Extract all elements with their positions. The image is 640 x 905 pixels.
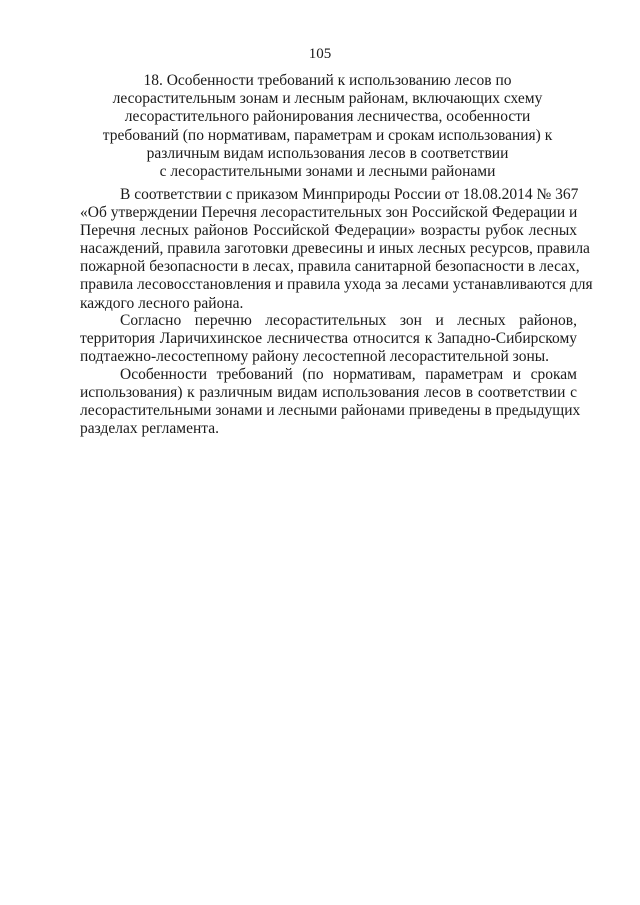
paragraph-line: использования) к различным видам использования лесов в соответствии с <box>80 384 577 402</box>
paragraph-line: каждого лесного района. <box>80 294 244 312</box>
paragraph-line: В соответствии с приказом Минприроды России от 18.08.2014 № 367 <box>120 186 579 203</box>
paragraph-line: насаждений, правила заготовки древесины и иных лесных ресурсов, правила <box>80 240 590 258</box>
paragraph-forest-zones-order <box>80 186 593 313</box>
heading-line: с лесорастительными зонами и лесными районами <box>159 163 496 181</box>
heading-line: лесорастительным зонам и лесным районам, включающих схему <box>112 90 543 108</box>
paragraph-line: территория Ларичихинское лесничества относится к Западно-Сибирскому <box>80 330 577 348</box>
heading-line: 18. Особенности требований к использованию лесов по <box>143 72 512 89</box>
section-heading <box>90 72 565 181</box>
heading-line: лесорастительного районирования лесничества, особенности <box>124 108 531 126</box>
heading-line: требований (по нормативам, параметрам и срокам использования) к <box>102 126 553 144</box>
paragraph-line: Согласно перечню лесорастительных зон и лесных районов, <box>120 312 577 329</box>
paragraph-line: Перечня лесных районов Российской Федерации» возрасты рубок лесных <box>80 222 577 240</box>
paragraph-line: подтаежно-лесостепному району лесостепной лесорастительной зоны. <box>80 348 550 366</box>
heading-line: различным видам использования лесов в соответствии <box>146 144 509 162</box>
page-number: 105 <box>308 46 332 62</box>
paragraph-forestry-district <box>80 312 577 366</box>
paragraph-line: разделах регламента. <box>80 420 219 438</box>
paragraph-line: лесорастительными зонами и лесными районами приведены в предыдущих <box>80 402 581 420</box>
paragraph-line: пожарной безопасности в лесах, правила санитарной безопасности в лесах, <box>80 258 580 276</box>
paragraph-requirements <box>80 366 581 438</box>
paragraph-line: «Об утверждении Перечня лесорастительных зон Российской Федерации и <box>80 204 578 222</box>
paragraph-line: Особенности требований (по нормативам, параметрам и срокам <box>120 366 577 383</box>
paragraph-line: правила лесовосстановления и правила ухода за лесами устанавливаются для <box>80 276 593 294</box>
